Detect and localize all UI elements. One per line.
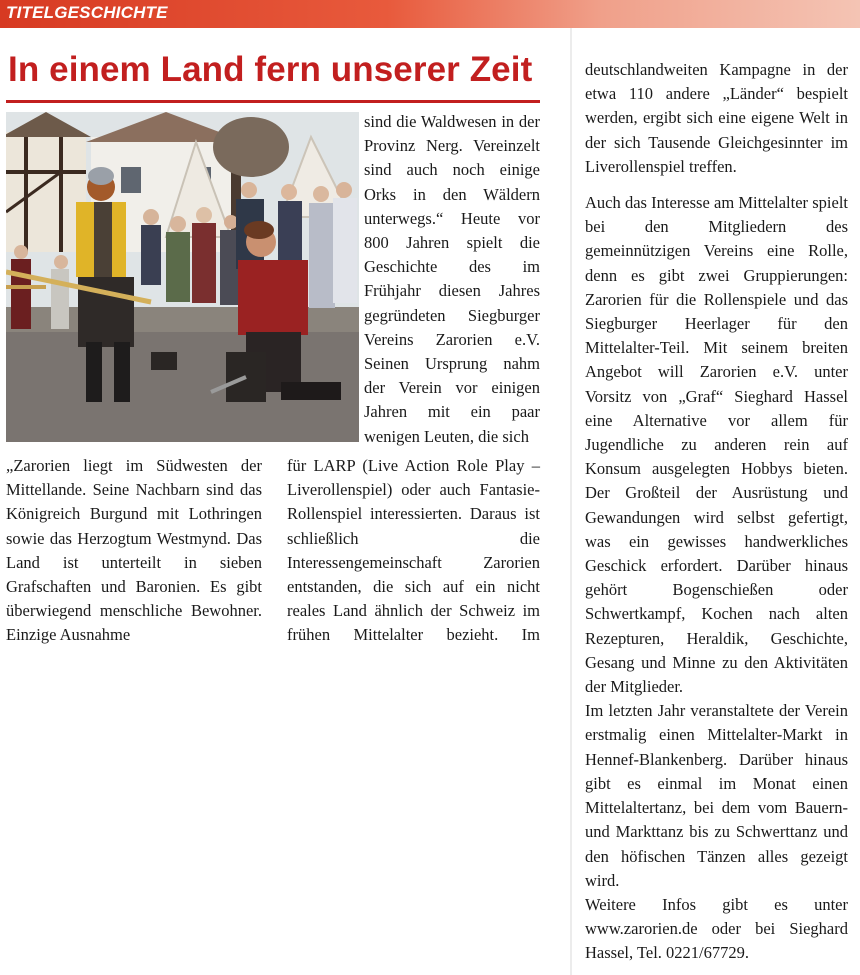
paragraph-market: Im letzten Jahr veranstaltete der Verein erstmalig einen Mittelalter-Markt in Hennef-Blankenberg. Darüber hinaus gibt es einmal im Monat einen Mittelaltertanz, bei dem vom Bauern- und Markttanz bis zu Schwerttanz und den höfischen Tänzen alles gezeigt wird. (585, 701, 848, 890)
section-kicker: TITELGESCHICHTE (6, 3, 168, 22)
article-column-3 (585, 58, 848, 966)
photo-swordfight-scene-icon (6, 112, 359, 442)
paragraph-middle-ages: Auch das Interesse am Mittelalter spielt bei den Mitgliedern des gemeinnützigen Vereins eine Rolle, denn es gibt zwei Gruppierungen: Zarorien für die Rollenspiele und das Siegburger Heerlager für den Mittelalter-Teil. Mit seinem breiten Angebot will Zarorien e.V. unter Vorsitz von „Graf“ Sieghard Hassel eine Alternative vor allem für Jugendliche zu anderen rein auf Konsum ausgelegten Hobbys bieten. Der Großteil der Ausrüstung und Gewandungen wird selbst gefertigt, was ein gewisses handwerkliches Geschick erfordert. Darüber hinaus gehört Bogenschießen oder Schwertkampf, Kochen nach alten Rezepturen, Heraldik, Geschichte, Gesang und Minne zu den Aktivitäten der Mitglieder. (585, 193, 848, 697)
headline-rule (6, 100, 540, 103)
blank-area (0, 648, 570, 975)
section-header-bar (0, 0, 860, 28)
paragraph-campaign: deutschlandweiten Kampagne in der etwa 110 andere „Länder“ bespielt werden, ergibt sich eine eigene Welt in der sich Tausende Gleichgesinnter im Liverollenspiel treffen. (585, 60, 848, 176)
article-column-1: „Zarorien liegt im Südwesten der Mittellande. Seine Nachbarn sind das Königreich Burgund mit Lothringen sowie das Herzogtum Westmynd. Das Land ist unterteilt in sieben Grafschaften und Baronien. Es gibt überwiegend menschliche Bewohner. Einzige Ausnahme (6, 456, 262, 645)
article-column-2-top: sind die Waldwesen in der Provinz Nerg. Vereinzelt sind auch noch einige Orks in den Wäldern unterwegs.“ Heute vor 800 Jahren spielt die Geschichte des im Frühjahr diesen Jahres gegründeten Siegburger Vereins Zarorien e.V. Seinen Ursprung nahm der Verein vor einigen Jahren mit ein paar wenigen Leuten, die sich (364, 112, 540, 446)
paragraph-contact: Weitere Infos gibt es unter www.zarorien.de oder bei Sieghard Hassel, Tel. 0221/67729. (585, 894, 848, 963)
article-column-2-bottom: für LARP (Live Action Role Play – Liverollenspiel) oder auch Fantasie-Rollenspiel interessierten. Daraus ist schließlich die Interessengemeinschaft Zarorien entstanden, die sich auf ein nicht reales Land ähnlich der Schweiz im frühen Mittelalter bezieht. Im (287, 456, 540, 645)
page-gutter (570, 28, 572, 975)
article-headline: In einem Land fern unserer Zeit (8, 50, 533, 89)
article-photo (6, 112, 359, 442)
